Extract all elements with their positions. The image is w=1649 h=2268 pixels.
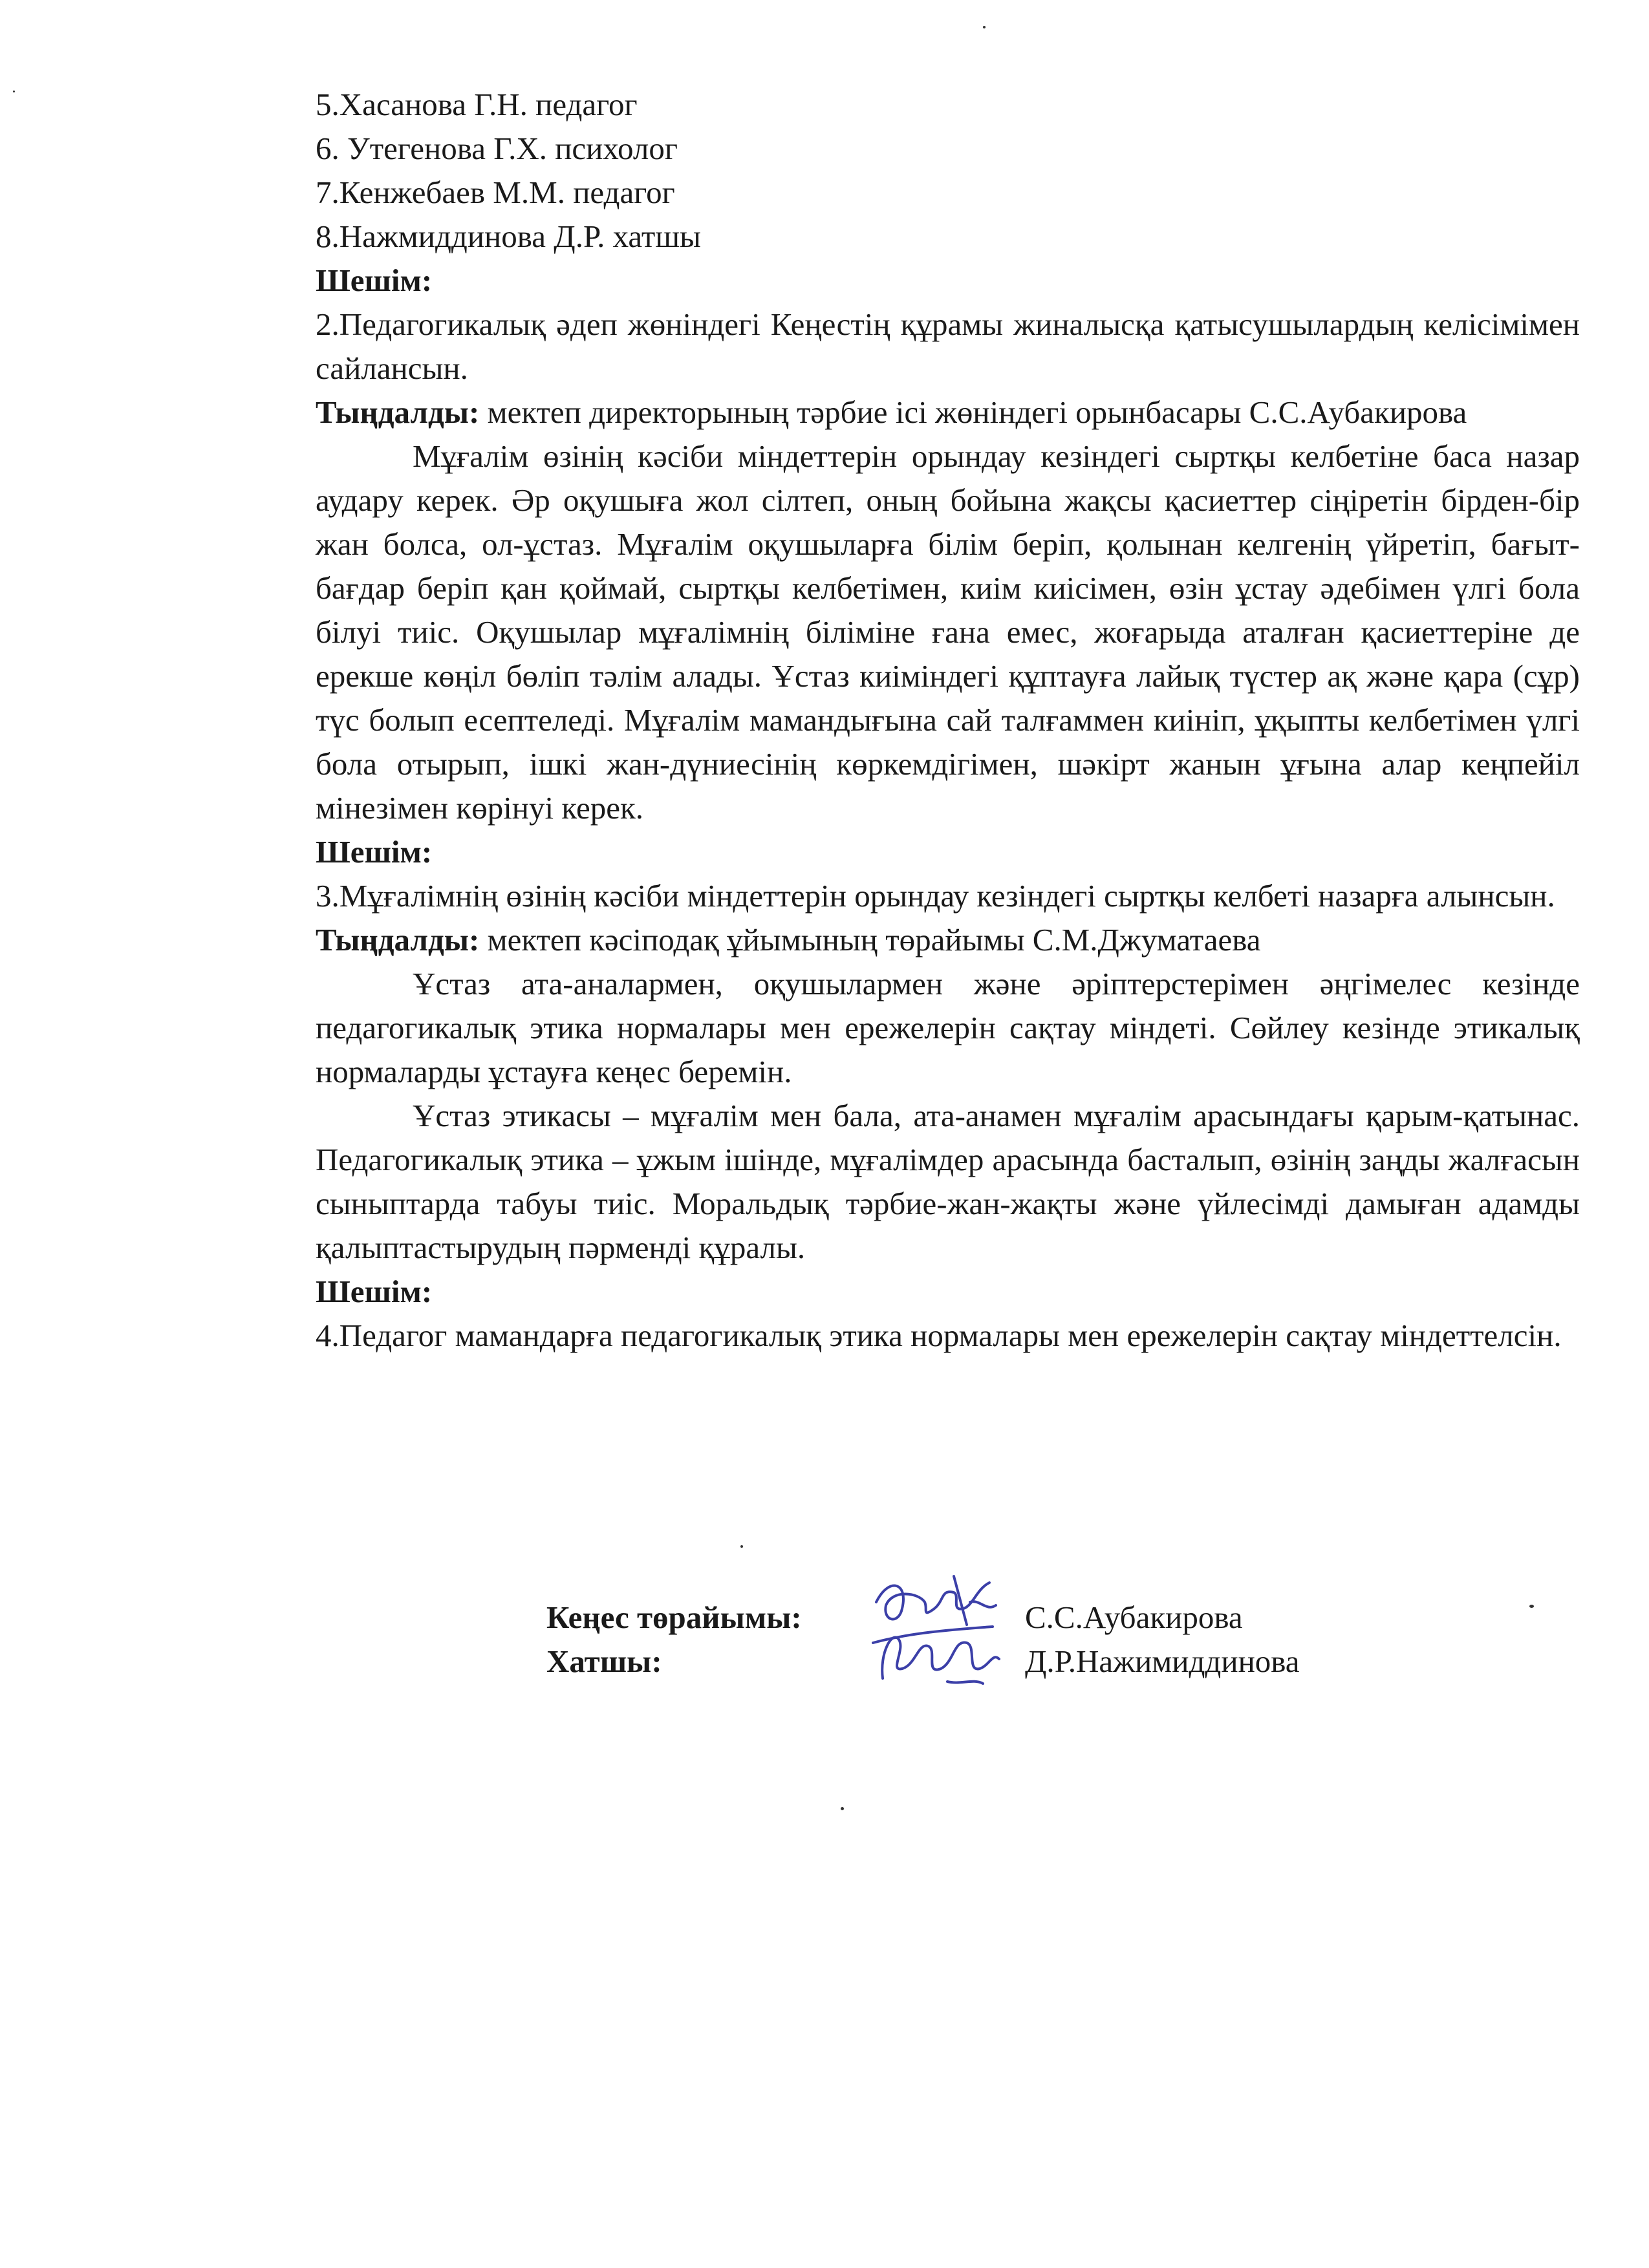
listened-heading: Тыңдалды: — [316, 922, 480, 957]
member-line: 7.Кенжебаев М.М. педагог — [316, 175, 675, 210]
decision-heading: Шешім: — [316, 1274, 433, 1309]
signature-block — [546, 1596, 1387, 1684]
scan-speck — [740, 1545, 743, 1548]
paragraph-ethics: Ұстаз этикасы – мұғалім мен бала, ата-анамен мұғалім арасындағы қарым-қатынас. Педагогикалық этика – ұжым ішінде, мұғалімдер арасында басталып, өзінің заңды жалғасын сыныптарда табуы тиіс. Моральдық тәрбие-жан-жақты және үйлесімді дамыған адамды қалыптастырудың пәрменді құралы. — [316, 1098, 1580, 1265]
scan-speck — [841, 1807, 844, 1810]
chair-name: С.С.Аубакирова — [1025, 1599, 1243, 1635]
paragraph-appearance: Мұғалім өзінің кәсіби міндеттерін орындау кезіндегі сыртқы келбетіне баса назар аудару керек. Әр оқушыға жол сілтеп, оның бойына жақсы қасиеттер сіңіретін бірден-бір жан болса, ол-ұстаз. Мұғалім оқушыларға білім беріп, қолынан келгенің үйретіп, бағыт-бағдар беріп қан қоймай, сыртқы келбетімен, киім киісімен, өзін ұстау әдебімен үлгі бола білуі тиіс. Оқушылар мұғалімнің біліміне ғана емес, жоғарыда аталған қасиеттеріне де ерекше көңіл бөліп тәлім алады. Ұстаз киіміндегі құптауға лайық түстер ақ және қара (сұр) түс болып есептеледі. Мұғалім мамандығына сай талғаммен киініп, ұқыпты келбетімен үлгі бола отырып, ішкі жан-дүниесінің көркемдігімен, шәкірт жанын ұғына алар кеңпейіл мінезімен көрінуі керек. — [316, 438, 1580, 826]
secretary-label: Хатшы: — [546, 1643, 662, 1679]
secretary-signature-row — [546, 1640, 1387, 1684]
decision-3-text: 3.Мұғалімнің өзінің кәсіби міндеттерін орындау кезіндегі сыртқы келбеті назарға алынсын. — [316, 878, 1555, 914]
listened-heading: Тыңдалды: — [316, 394, 480, 430]
scan-speck — [983, 26, 986, 28]
chair-label: Кеңес төрайымы: — [546, 1599, 802, 1635]
secretary-signature-icon — [863, 1614, 1006, 1704]
listened-3-text: мектеп кәсіподақ ұйымының төрайымы С.М.Джуматаева — [487, 922, 1261, 957]
scan-speck — [1529, 1605, 1534, 1608]
scan-speck — [13, 91, 15, 92]
listened-3 — [316, 918, 1580, 962]
member-line: 6. Утегенова Г.Х. психолог — [316, 131, 678, 166]
decision-2-text: 2.Педагогикалық әдеп жөніндегі Кеңестің құрамы жиналысқа қатысушылардың келісімімен сайлансын. — [316, 306, 1580, 386]
decision-heading: Шешім: — [316, 834, 433, 870]
member-line: 8.Нажмиддинова Д.Р. хатшы — [316, 219, 701, 254]
listened-2-text: мектеп директорының тәрбие ісі жөніндегі орынбасары С.С.Аубакирова — [487, 394, 1467, 430]
decision-4-text: 4.Педагог мамандарға педагогикалық этика нормалары мен ережелерін сақтау міндеттелсін. — [316, 1318, 1562, 1353]
listened-2 — [316, 390, 1580, 434]
paragraph-etiquette: Ұстаз ата-аналармен, оқушылармен және әріптерстерімен әңгімелес кезінде педагогикалық этика нормалары мен ережелерін сақтау міндеті. Сөйлеу кезінде этикалық нормаларды ұстауға кеңес беремін. — [316, 966, 1580, 1089]
document-body — [316, 83, 1580, 1358]
secretary-name: Д.Р.Нажимиддинова — [1025, 1643, 1300, 1679]
decision-heading: Шешім: — [316, 262, 433, 298]
member-line: 5.Хасанова Г.Н. педагог — [316, 87, 638, 122]
